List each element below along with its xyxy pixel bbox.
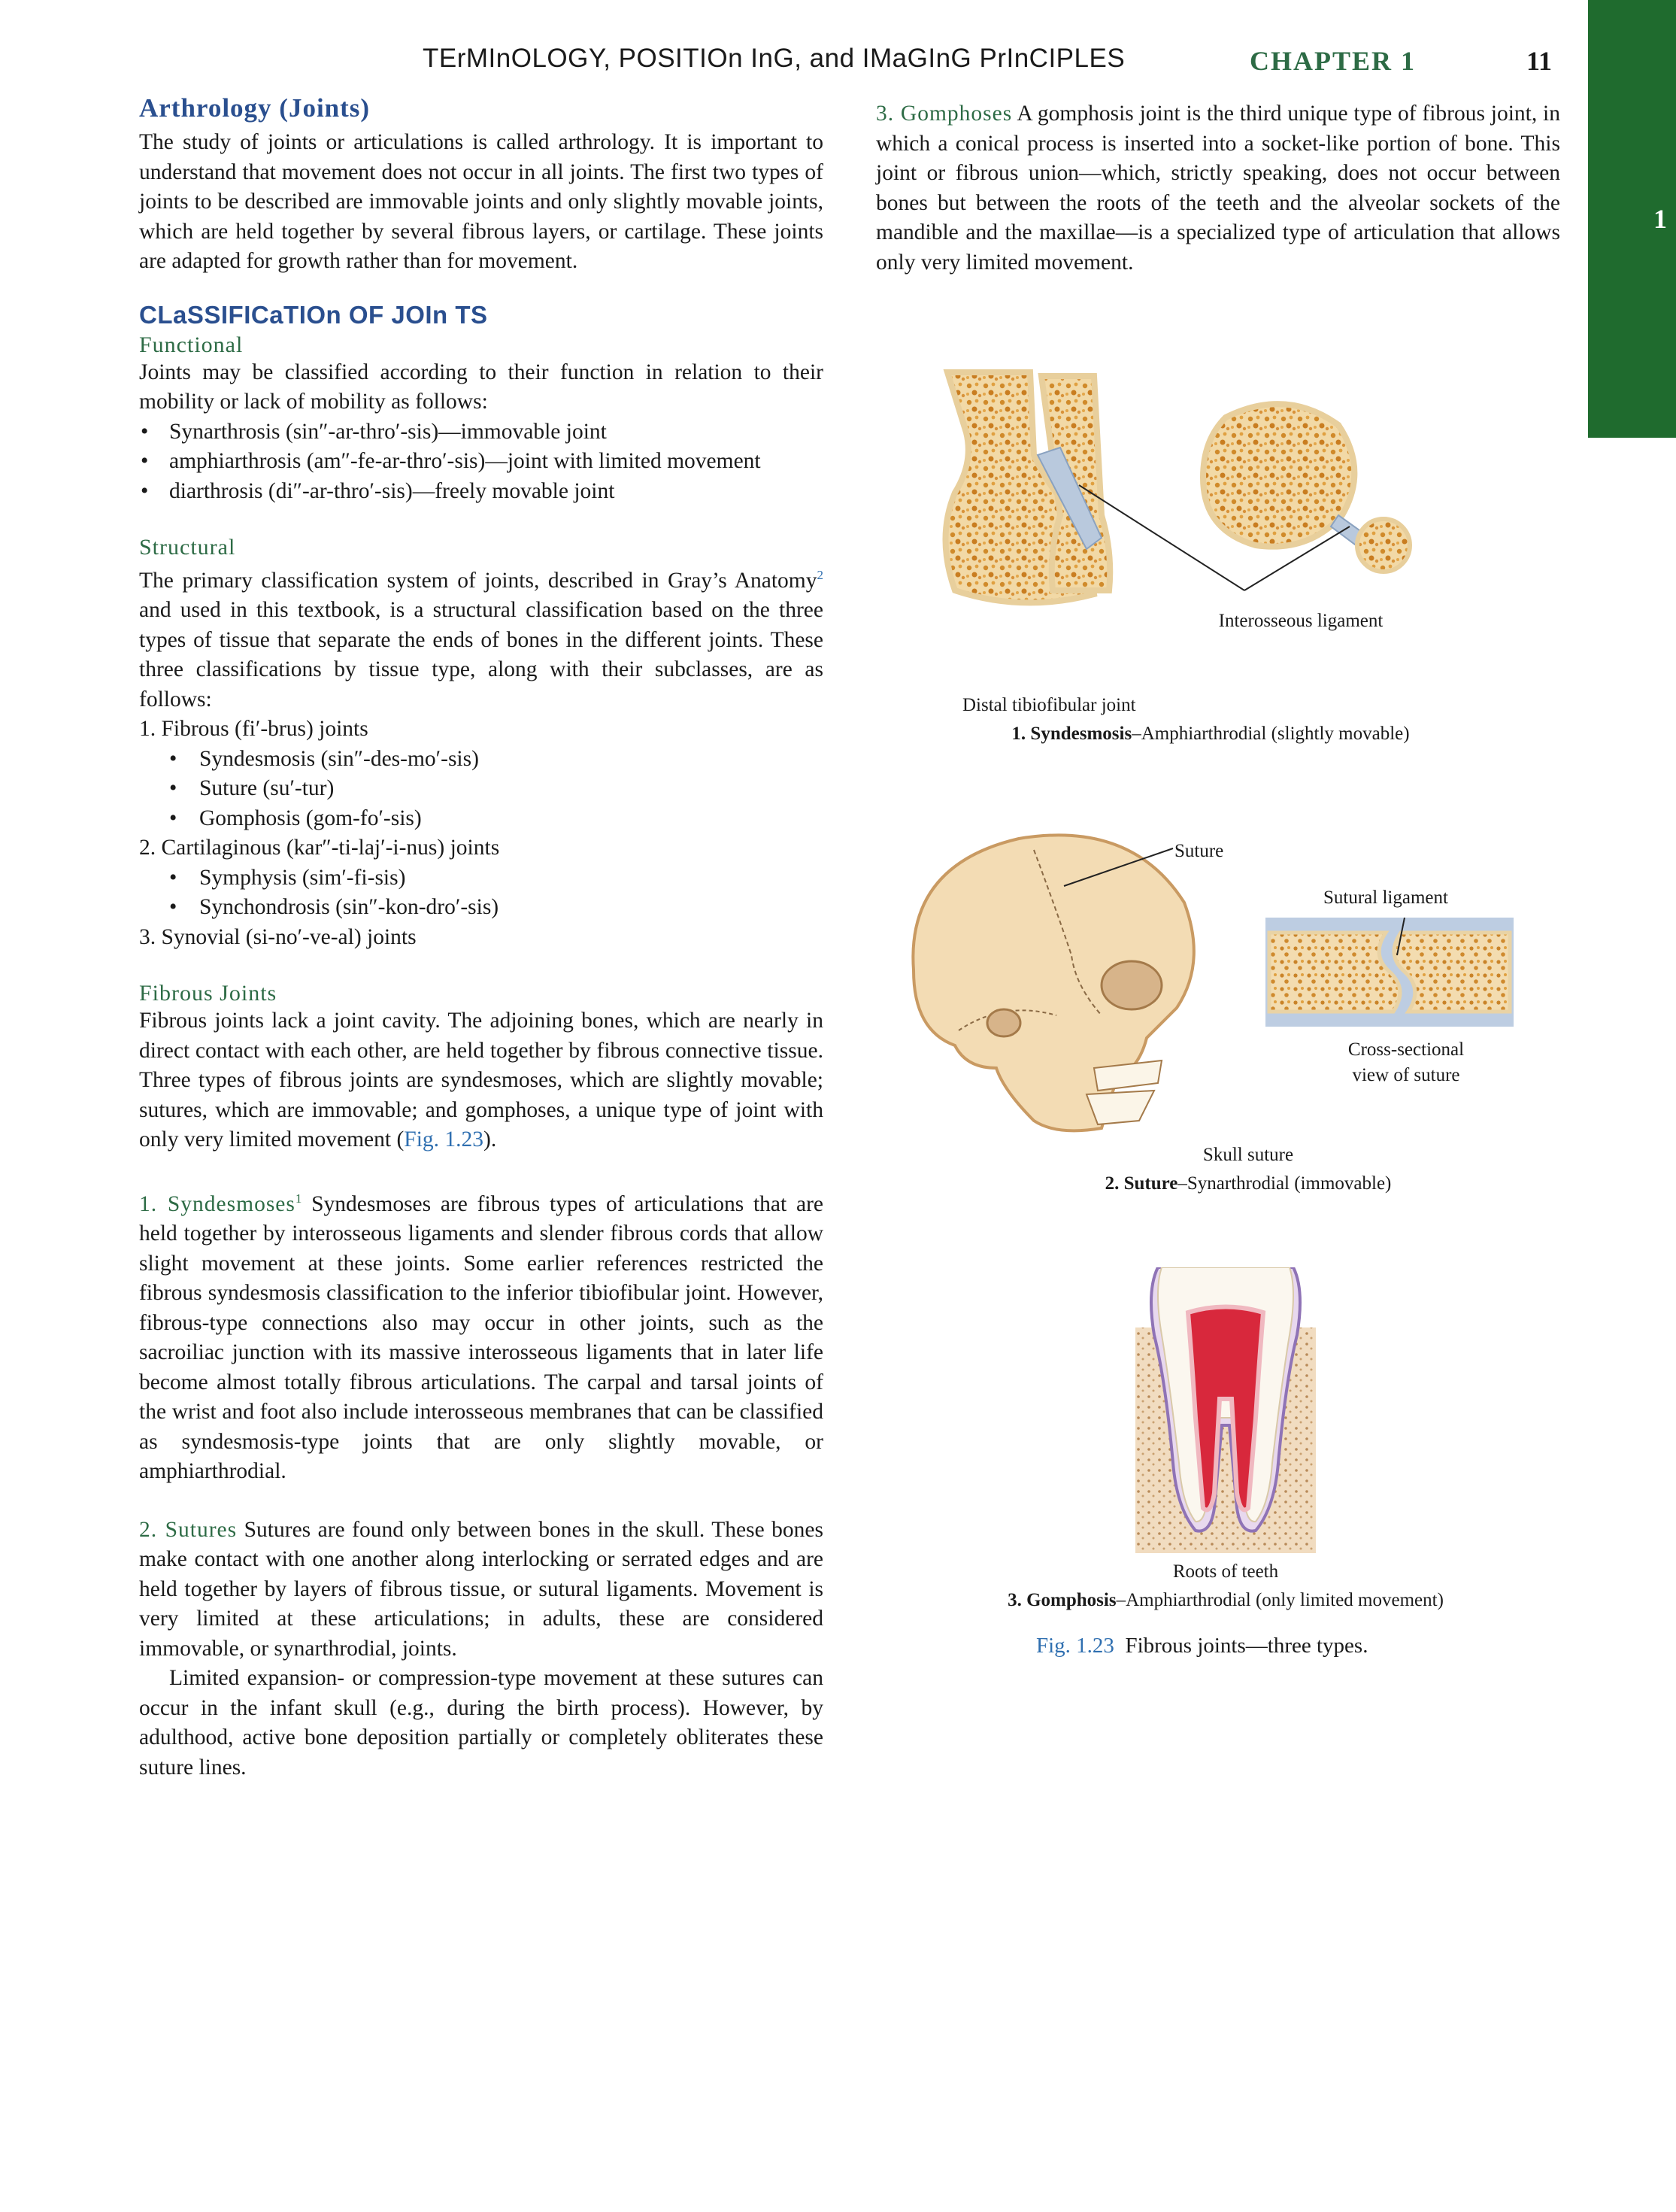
syndesmosis-caption bbox=[932, 724, 1489, 745]
gomphoses-label: 3. Gomphoses bbox=[876, 102, 1013, 126]
structural-text-part: and used in this textbook, is a structural classification based on the three types of tissue that separate the ends of bones in the different joints. These three classifications by tissue type, along with their subclasses, are as follows: bbox=[139, 598, 823, 712]
caption-rest: –Synarthrodial (immovable) bbox=[1177, 1173, 1392, 1194]
chapter-tab bbox=[1588, 0, 1676, 438]
structural-heading: Structural bbox=[139, 535, 236, 560]
skull-illustration bbox=[883, 820, 1214, 1143]
figure-number: Fig. 1.23 bbox=[1036, 1634, 1114, 1658]
distal-tibiofibular-label: Distal tibiofibular joint bbox=[962, 695, 1136, 715]
figure-caption bbox=[1036, 1634, 1368, 1658]
running-title: TErMInOLOGY, POSITIOn InG, and IMaGInG PrInCIPLES bbox=[423, 44, 1126, 73]
skull-suture-label: Skull suture bbox=[1202, 1145, 1294, 1165]
sub-list bbox=[139, 863, 823, 923]
functional-block bbox=[139, 358, 823, 507]
page-number: 11 bbox=[1526, 46, 1553, 76]
figure-title: Fibrous joints—three types. bbox=[1125, 1634, 1368, 1658]
suture-cross-section-illustration bbox=[1265, 918, 1514, 1027]
footnote-ref: 1 bbox=[295, 1191, 302, 1206]
sutures-text-2: Limited expansion- or compression-type movement at these sutures can occur in the infant skull (e.g., during the birth process). However, by adulthood, active bone deposition partially or completely obliterates these suture lines. bbox=[139, 1666, 823, 1780]
sutural-ligament-label: Sutural ligament bbox=[1323, 888, 1448, 908]
interosseous-ligament-label: Interosseous ligament bbox=[1218, 611, 1384, 631]
joint-type-label: 1. Fibrous (fi′-brus) joints bbox=[139, 717, 368, 742]
caption-rest: –Amphiarthrodial (slightly movable) bbox=[1132, 724, 1410, 744]
structural-block bbox=[139, 560, 823, 952]
list-item: • Gomphosis (gom-fo′-sis) bbox=[139, 804, 823, 834]
tooth-illustration bbox=[1135, 1267, 1316, 1553]
list-item: • Syndesmosis (sin″-des-mo′-sis) bbox=[139, 745, 823, 775]
gomphosis-caption bbox=[925, 1590, 1526, 1611]
syndesmoses-text-part: Syndesmoses are fibrous types of articulations that are held together by interosseous ligaments and slender fibrous cords that allow slight movement at these joints. Some earlier references restricted the fibrous syndesmosis classification to the inferior tibiofibular joint. However, fibrous-type connections also may occur in other joints, such as the sacroiliac junction with its massive interosseous ligaments that in later life become almost totally fibrous articulations. The carpal and tarsal joints of the wrist and foot also include interosseous membranes that can be classified as syndesmosis-type joints that are only slightly movable, or amphiarthrodial. bbox=[139, 1191, 823, 1484]
chapter-tab-number: 1 bbox=[1653, 204, 1667, 234]
sutures-label: 2. Sutures bbox=[139, 1517, 238, 1542]
classification-title: CLaSSIFICaTIOn OF JOIn TS bbox=[139, 300, 488, 329]
sutures-block bbox=[139, 1516, 823, 1783]
syndesmoses-block bbox=[139, 1184, 823, 1487]
left-bone-section bbox=[1269, 933, 1400, 1012]
sub-list bbox=[139, 745, 823, 834]
cross-sectional-label-1: Cross-sectional bbox=[1347, 1039, 1465, 1060]
syndesmoses-text bbox=[139, 1184, 823, 1487]
fibula-cross-section bbox=[1357, 519, 1410, 572]
list-item bbox=[139, 923, 823, 953]
joint-type-label: 2. Cartilaginous (kar″-ti-laj′-i-nus) joints bbox=[139, 836, 500, 860]
orbit-shape bbox=[1102, 961, 1162, 1009]
functional-list bbox=[139, 417, 823, 507]
caption-bold: 2. Suture bbox=[1105, 1173, 1178, 1194]
figure-link[interactable]: Fig. 1.23 bbox=[404, 1127, 484, 1152]
list-item: • Synchondrosis (sin″-kon-dro′-sis) bbox=[139, 893, 823, 923]
list-item: • diarthrosis (di″-ar-thro′-sis)—freely movable joint bbox=[139, 477, 823, 507]
suture-label: Suture bbox=[1174, 841, 1224, 861]
fibrous-block bbox=[139, 1006, 823, 1155]
syndesmosis-illustration bbox=[932, 365, 1421, 613]
list-item: • Suture (su′-tur) bbox=[139, 774, 823, 804]
fibrous-text-part: Fibrous joints lack a joint cavity. The adjoining bones, which are nearly in direct contact with each other, are held together by fibrous connective tissue. Three types of fibrous joints are syndesmoses, which are slightly movable; sutures, which are immovable; and gomphoses, a unique type of joint with only very limited movement ( bbox=[139, 1009, 823, 1152]
sutures-text-part: Sutures are found only between bones in the skull. These bones make contact with one another along interlocking or serrated edges and are held together by layers of fibrous tissue, or sutural ligaments. Movement is very limited at these articulations; in adults, these are considered immovable, or synarthrodial, joints. bbox=[139, 1517, 824, 1661]
list-item bbox=[139, 833, 823, 923]
fibrous-text-part: ). bbox=[483, 1127, 497, 1152]
caption-rest: –Amphiarthrodial (only limited movement) bbox=[1116, 1590, 1444, 1610]
gomphoses-text bbox=[876, 99, 1560, 278]
suture-caption bbox=[1023, 1173, 1474, 1194]
arthrology-paragraph bbox=[139, 128, 823, 277]
joint-types-list bbox=[139, 715, 823, 952]
chapter-label: CHAPTER 1 bbox=[1250, 46, 1417, 76]
list-item: • Symphysis (sim′-fi-sis) bbox=[139, 863, 823, 894]
arthrology-text: The study of joints or articulations is called arthrology. It is important to understand that movement does not occur in all joints. The first two types of joints to be described are immovable joints and only slightly movable joints, which are held together by several fibrous layers, or cartilage. These joints are adapted for growth rather than for movement. bbox=[139, 130, 823, 273]
caption-bold: 1. Syndesmosis bbox=[1011, 724, 1132, 744]
functional-text: Joints may be classified according to their function in relation to their mobility or lack of mobility as follows: bbox=[139, 360, 823, 414]
gomphoses-text-part: A gomphosis joint is the third unique type of fibrous joint, in which a conical process is inserted into a socket-like portion of bone. This joint or fibrous union—which, strictly speaking, does not occur between bones but between the roots of the teeth and the alveolar sockets of the mandible and the maxillae—is a specialized type of articulation that allows only very limited movement. bbox=[876, 102, 1560, 275]
list-item: • amphiarthrosis (am″-fe-ar-thro′-sis)—joint with limited movement bbox=[139, 447, 823, 477]
roots-of-teeth-label: Roots of teeth bbox=[1172, 1561, 1279, 1582]
gomphoses-block bbox=[876, 99, 1560, 278]
sutures-text bbox=[139, 1516, 823, 1664]
structural-text-part: The primary classification system of joints, described in Gray’s Anatomy bbox=[139, 568, 817, 593]
list-item: • Synarthrosis (sin″-ar-thro′-sis)—immovable joint bbox=[139, 417, 823, 448]
fibrous-heading: Fibrous Joints bbox=[139, 981, 277, 1006]
cross-sectional-label-2: view of suture bbox=[1352, 1065, 1460, 1085]
left-column bbox=[139, 93, 823, 1783]
lower-teeth bbox=[1087, 1091, 1154, 1124]
caption-bold: 3. Gomphosis bbox=[1008, 1590, 1117, 1610]
functional-heading: Functional bbox=[139, 332, 244, 357]
ear-canal-shape bbox=[987, 1009, 1020, 1036]
list-item bbox=[139, 715, 823, 833]
syndesmoses-label: 1. Syndesmoses bbox=[139, 1191, 295, 1216]
fibrous-text bbox=[139, 1006, 823, 1155]
joint-type-label: 3. Synovial (si-no′-ve-al) joints bbox=[139, 924, 417, 949]
structural-text bbox=[139, 560, 823, 715]
section-title-arthrology: Arthrology (Joints) bbox=[139, 93, 371, 123]
footnote-ref: 2 bbox=[817, 568, 823, 582]
